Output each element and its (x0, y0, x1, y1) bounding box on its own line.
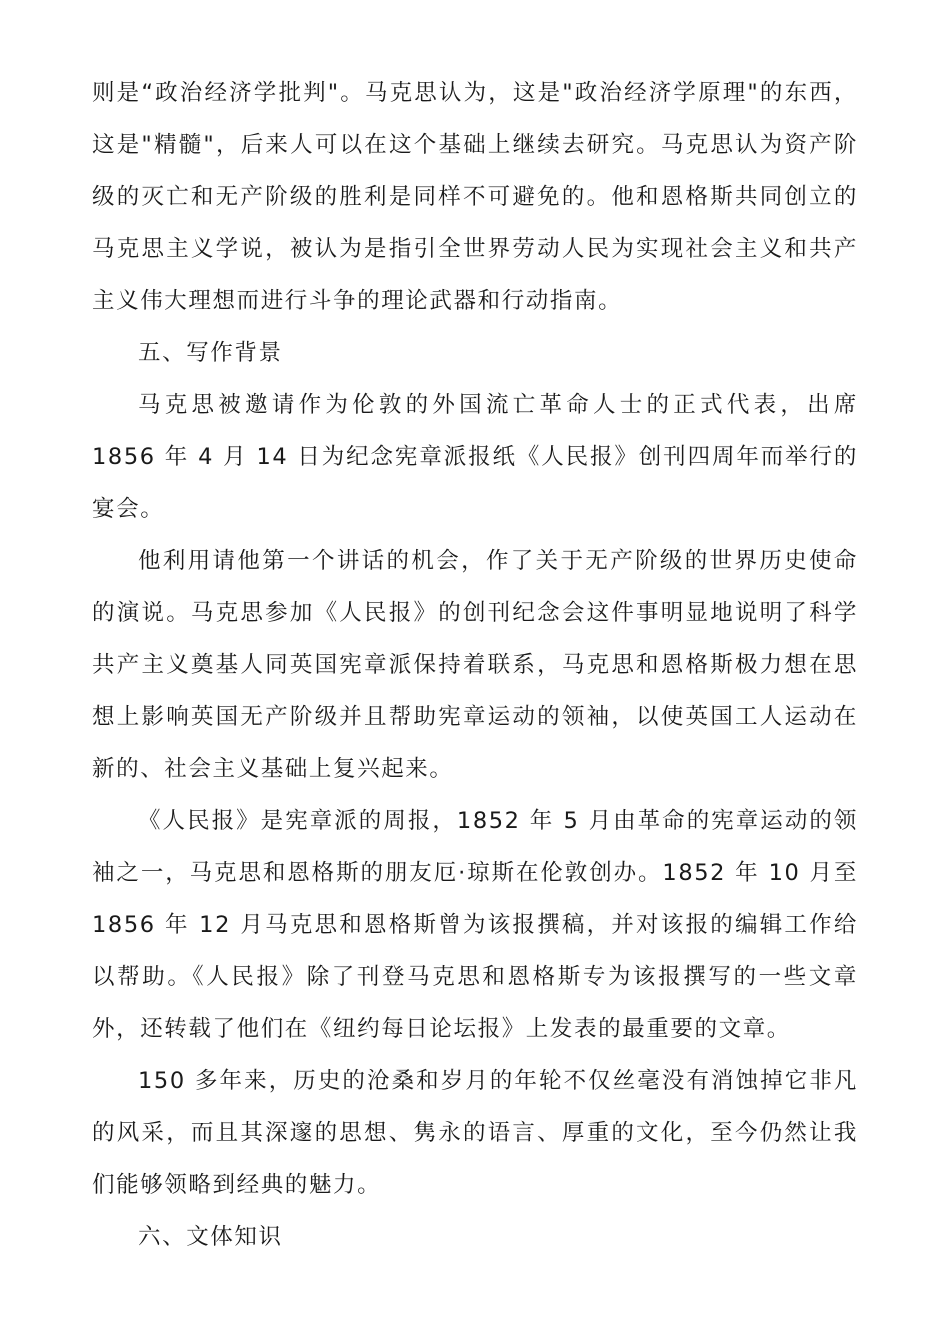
document-page (92, 67, 858, 1263)
paragraph-peoples-paper: 《人民报》是宪章派的周报，1852 年 5 月由革命的宪章运动的领袖之一，马克思和恩格斯的朋友厄·琼斯在伦敦创办。1852 年 10 月至 1856 年 12 月马克思和恩格斯曾为该报撰稿，并对该报的编辑工作给以帮助。《人民报》除了刊登马克思和恩格斯专为该报撰写的一些文章外，还转载了他们在《纽约每日论坛报》上发表的最重要的文章。 (92, 808, 858, 1042)
paragraph-speech: 他利用请他第一个讲话的机会，作了关于无产阶级的世界历史使命的演说。马克思参加《人民报》的创刊纪念会这件事明显地说明了科学共产主义奠基人同英国宪章派保持着联系，马克思和恩格斯极力想在思想上影响英国无产阶级并且帮助宪章运动的领袖，以使英国工人运动在新的、社会主义基础上复兴起来。 (92, 548, 858, 782)
paragraph-marx-critique: 则是“政治经济学批判"。马克思认为，这是"政治经济学原理"的东西，这是"精髓"，后来人可以在这个基础上继续去研究。马克思认为资产阶级的灭亡和无产阶级的胜利是同样不可避免的。他和恩格斯共同创立的马克思主义学说，被认为是指引全世界劳动人民为实现社会主义和共产主义伟大理想而进行斗争的理论武器和行动指南。 (92, 80, 858, 314)
section-heading-genre-knowledge: 六、文体知识 (138, 1224, 283, 1250)
paragraph-banquet-invitation: 马克思被邀请作为伦敦的外国流亡革命人士的正式代表，出席 1856 年 4 月 14 日为纪念宪章派报纸《人民报》创刊四周年而举行的宴会。 (92, 392, 858, 522)
paragraph-150-years: 150 多年来，历史的沧桑和岁月的年轮不仅丝毫没有消蚀掉它非凡的风采，而且其深邃的思想、隽永的语言、厚重的文化，至今仍然让我们能够领略到经典的魅力。 (92, 1068, 858, 1198)
section-heading-writing-background: 五、写作背景 (138, 340, 283, 366)
